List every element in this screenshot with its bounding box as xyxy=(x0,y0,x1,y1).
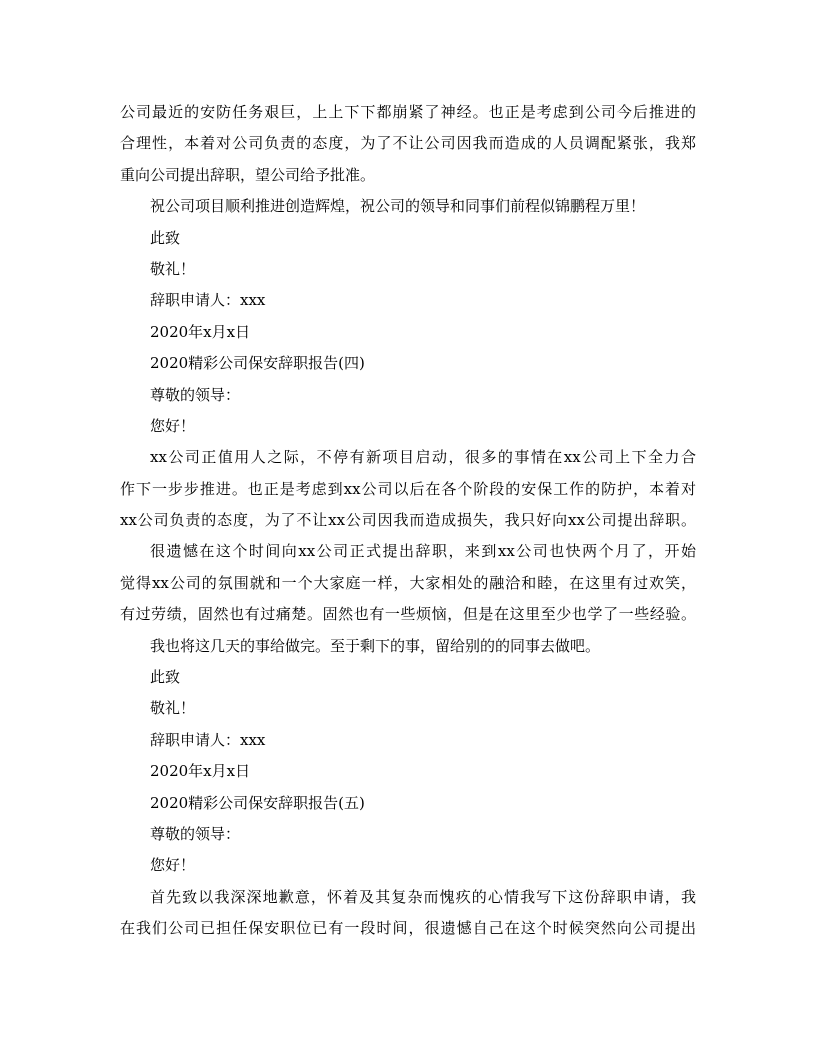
text-line: 作下一步步推进。也正是考虑到xx公司以后在各个阶段的安保工作的防护，本着对 xyxy=(120,479,696,498)
section-title: 2020精彩公司保安辞职报告(四) xyxy=(150,354,365,373)
greeting: 尊敬的领导： xyxy=(150,385,241,404)
text-line: 祝公司项目顺利推进创造辉煌，祝公司的领导和同事们前程似锦鹏程万里！ xyxy=(150,197,646,216)
text-line: xx公司负责的态度，为了不让xx公司因我而造成损失，我只好向xx公司提出辞职。 xyxy=(120,511,696,530)
closing-regards: 敬礼！ xyxy=(150,259,196,278)
text-line: 首先致以我深深地歉意，怀着及其复杂而愧疚的心情我写下这份辞职申请，我 xyxy=(150,887,696,906)
text-line: 合理性，本着对公司负责的态度，为了不让公司因我而造成的人员调配紧张，我郑 xyxy=(120,134,696,153)
applicant-signature: 辞职申请人：xxx xyxy=(150,291,266,310)
closing-salutation: 此致 xyxy=(150,228,181,247)
text-line: 公司最近的安防任务艰巨，上上下下都崩紧了神经。也正是考虑到公司今后推进的 xyxy=(120,103,696,121)
date-line: 2020年x月x日 xyxy=(150,762,251,781)
text-line: 在我们公司已担任保安职位已有一段时间，很遗憾自己在这个时候突然向公司提出 xyxy=(120,919,696,938)
text-line: 很遗憾在这个时间向xx公司正式提出辞职，来到xx公司也快两个月了，开始 xyxy=(150,542,696,561)
text-line: 我也将这几天的事给做完。至于剩下的事，留给别的的同事去做吧。 xyxy=(150,636,601,655)
text-line: 重向公司提出辞职，望公司给予批准。 xyxy=(120,165,376,184)
greeting-hello: 您好！ xyxy=(150,416,196,435)
greeting-hello: 您好！ xyxy=(150,856,196,875)
applicant-signature: 辞职申请人：xxx xyxy=(150,730,266,749)
document-body xyxy=(120,97,696,945)
greeting: 尊敬的领导： xyxy=(150,824,241,843)
closing-salutation: 此致 xyxy=(150,668,181,687)
date-line: 2020年x月x日 xyxy=(150,322,251,341)
text-line: 觉得xx公司的氛围就和一个大家庭一样，大家相处的融洽和睦，在这里有过欢笑， xyxy=(120,573,696,592)
closing-regards: 敬礼！ xyxy=(150,699,196,718)
text-line: xx公司正值用人之际，不停有新项目启动，很多的事情在xx公司上下全力合 xyxy=(150,448,696,467)
section-title: 2020精彩公司保安辞职报告(五) xyxy=(150,793,365,812)
text-line: 有过劳绩，固然也有过痛楚。固然也有一些烦恼，但是在这里至少也学了一些经验。 xyxy=(120,605,696,624)
